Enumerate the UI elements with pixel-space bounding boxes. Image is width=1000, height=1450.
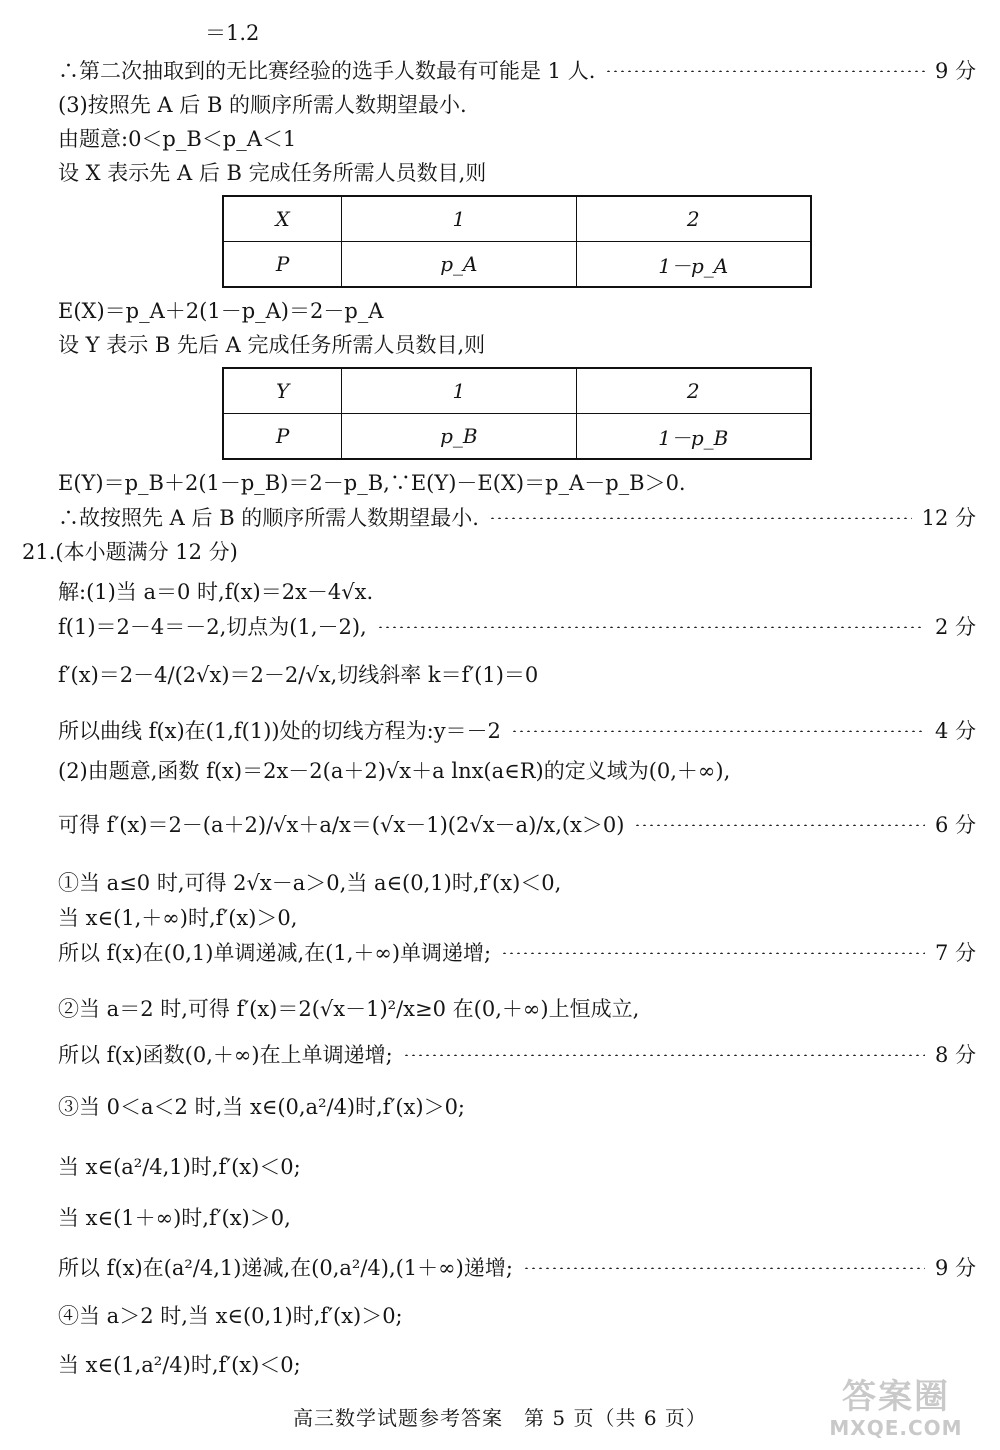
line-24 bbox=[58, 1253, 976, 1283]
line-text: (3)按照先 A 后 B 的顺序所需人数期望最小. bbox=[58, 93, 467, 117]
table-row bbox=[223, 414, 811, 460]
line-5 bbox=[58, 296, 976, 326]
line-text: ＝1.2 bbox=[205, 21, 260, 45]
line-text: 当 x∈(a²/4,1)时,f′(x)＜0; bbox=[58, 1155, 301, 1179]
line-2 bbox=[58, 90, 976, 120]
line-text: 所以 f(x)在(0,1)单调递减,在(1,＋∞)单调递增; bbox=[58, 941, 492, 965]
watermark-bottom: MXQE.COM bbox=[829, 1416, 963, 1440]
table-cell: p_B bbox=[342, 414, 576, 460]
line-16 bbox=[58, 868, 976, 898]
line-text: ①当 a≤0 时,可得 2√x－a＞0,当 a∈(0,1)时,f′(x)＜0, bbox=[58, 871, 562, 895]
leader-dots bbox=[634, 824, 924, 826]
line-14 bbox=[58, 756, 976, 786]
line-text: ∴故按照先 A 后 B 的顺序所需人数期望最小. bbox=[58, 506, 479, 530]
table-header-row bbox=[223, 196, 811, 242]
distribution-table-y bbox=[222, 367, 812, 460]
line-text: E(Y)＝p_B＋2(1－p_B)＝2－p_B,∵E(Y)－E(X)＝p_A－p_B＞0. bbox=[58, 471, 686, 495]
leader-dots bbox=[489, 517, 912, 519]
line-text: 当 x∈(1,＋∞)时,f′(x)＞0, bbox=[58, 906, 298, 930]
line-text: (2)由题意,函数 f(x)＝2x－2(a＋2)√x＋a lnx(a∈R)的定义域为(0,＋∞), bbox=[58, 759, 731, 783]
leader-dots bbox=[511, 730, 925, 732]
leader-dots bbox=[501, 952, 925, 954]
leader-dots bbox=[403, 1054, 925, 1056]
table-header-row bbox=[223, 368, 811, 414]
table-cell: X bbox=[223, 196, 342, 242]
line-text: 设 X 表示先 A 后 B 完成任务所需人员数目,则 bbox=[58, 161, 487, 185]
line-23 bbox=[58, 1203, 976, 1233]
line-text: ②当 a＝2 时,可得 f′(x)＝2(√x－1)²/x≥0 在(0,＋∞)上恒成立, bbox=[58, 997, 640, 1021]
table-cell: P bbox=[223, 414, 342, 460]
line-12 bbox=[58, 660, 976, 690]
line-1 bbox=[58, 56, 976, 86]
line-3 bbox=[58, 124, 976, 154]
line-7 bbox=[58, 468, 976, 498]
line-text: 所以曲线 f(x)在(1,f(1))处的切线方程为:y＝－2 bbox=[58, 719, 501, 743]
line-text: ③当 0＜a＜2 时,当 x∈(0,a²/4)时,f′(x)＞0; bbox=[58, 1095, 466, 1119]
question-heading: 21.(本小题满分 12 分) bbox=[22, 540, 238, 564]
line-20 bbox=[58, 1040, 976, 1070]
line-8 bbox=[58, 503, 976, 533]
line-text: ④当 a＞2 时,当 x∈(0,1)时,f′(x)＞0; bbox=[58, 1304, 403, 1328]
table-cell: 1－p_A bbox=[576, 242, 811, 288]
leader-dots bbox=[523, 1267, 925, 1269]
line-9 bbox=[22, 537, 976, 567]
line-text: 当 x∈(1,a²/4)时,f′(x)＜0; bbox=[58, 1353, 301, 1377]
line-text: f(1)＝2－4＝－2,切点为(1,－2), bbox=[58, 615, 367, 639]
score-mark: 6 分 bbox=[934, 813, 976, 837]
line-4 bbox=[58, 158, 976, 188]
page-footer: 高三数学试题参考答案 第 5 页（共 6 页） bbox=[293, 1406, 707, 1430]
leader-dots bbox=[605, 70, 925, 72]
score-mark: 12 分 bbox=[921, 506, 976, 530]
table-cell: 1 bbox=[342, 196, 576, 242]
table-cell: 1 bbox=[342, 368, 576, 414]
score-mark: 4 分 bbox=[934, 719, 976, 743]
line-text: 解:(1)当 a＝0 时,f(x)＝2x－4√x. bbox=[58, 580, 374, 604]
table-cell: P bbox=[223, 242, 342, 288]
line-text: 所以 f(x)在(a²/4,1)递减,在(0,a²/4),(1＋∞)递增; bbox=[58, 1256, 513, 1280]
table-row bbox=[223, 242, 811, 288]
line-21 bbox=[58, 1092, 976, 1122]
line-6 bbox=[58, 330, 976, 360]
table-cell: 2 bbox=[576, 196, 811, 242]
line-text: E(X)＝p_A＋2(1－p_A)＝2－p_A bbox=[58, 299, 384, 323]
watermark-logo bbox=[806, 1378, 986, 1444]
score-mark: 9 分 bbox=[934, 59, 976, 83]
line-text: f′(x)＝2－4/(2√x)＝2－2/√x,切线斜率 k＝f′(1)＝0 bbox=[58, 663, 539, 687]
watermark-top: 答案圈 bbox=[842, 1377, 950, 1417]
line-text: 可得 f′(x)＝2－(a＋2)/√x＋a/x＝(√x－1)(2√x－a)/x,(x＞0) bbox=[58, 813, 625, 837]
table-cell: 1－p_B bbox=[576, 414, 811, 460]
line-13 bbox=[58, 716, 976, 746]
score-mark: 8 分 bbox=[934, 1043, 976, 1067]
line-text: 由题意:0＜p_B＜p_A＜1 bbox=[58, 127, 297, 151]
leader-dots bbox=[377, 626, 925, 628]
table-cell: p_A bbox=[342, 242, 576, 288]
line-17 bbox=[58, 903, 976, 933]
line-text: 当 x∈(1＋∞)时,f′(x)＞0, bbox=[58, 1206, 291, 1230]
line-15 bbox=[58, 810, 976, 840]
line-11 bbox=[58, 612, 976, 642]
line-text: 设 Y 表示 B 先后 A 完成任务所需人员数目,则 bbox=[58, 333, 486, 357]
table-cell: 2 bbox=[576, 368, 811, 414]
line-26 bbox=[58, 1350, 976, 1380]
line-10 bbox=[58, 577, 976, 607]
line-22 bbox=[58, 1152, 976, 1182]
score-mark: 9 分 bbox=[934, 1256, 976, 1280]
line-text: 所以 f(x)函数(0,＋∞)在上单调递增; bbox=[58, 1043, 393, 1067]
score-mark: 2 分 bbox=[934, 615, 976, 639]
line-0 bbox=[205, 18, 976, 48]
table-cell: Y bbox=[223, 368, 342, 414]
line-18 bbox=[58, 938, 976, 968]
distribution-table-x bbox=[222, 195, 812, 288]
score-mark: 7 分 bbox=[934, 941, 976, 965]
line-25 bbox=[58, 1301, 976, 1331]
line-text: ∴第二次抽取到的无比赛经验的选手人数最有可能是 1 人. bbox=[58, 59, 596, 83]
line-19 bbox=[58, 994, 976, 1024]
